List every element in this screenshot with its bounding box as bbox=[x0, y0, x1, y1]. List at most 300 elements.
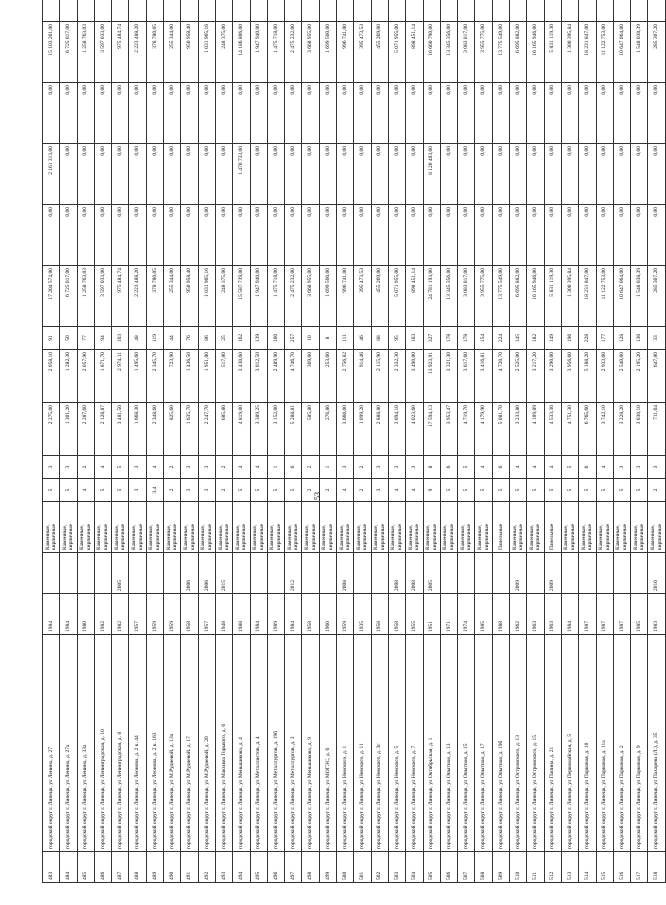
table-row bbox=[648, 0, 665, 883]
table-row bbox=[337, 0, 354, 883]
cell-type: Каменные, кирпичные bbox=[388, 502, 405, 553]
cell-s3: 0,00 bbox=[648, 144, 665, 205]
cell-n: 490 bbox=[164, 852, 181, 883]
cell-a2: 3 617,60 bbox=[458, 350, 475, 403]
cell-y1: 1980 bbox=[77, 594, 94, 635]
cell-addr: городской округ г. Липецк, ул Леонова, д. 2 к. 163 bbox=[146, 635, 163, 852]
cell-s4: 0,00 bbox=[60, 83, 77, 144]
cell-s4: 0,00 bbox=[527, 83, 544, 144]
cell-addr: городской округ г. Липецк, ул Первомайская, д. 5 bbox=[561, 635, 578, 852]
cell-fl: 5 bbox=[561, 479, 578, 502]
cell-s1: 3 083 817,00 bbox=[458, 266, 475, 327]
cell-a1: 3 030,10 bbox=[631, 403, 648, 456]
cell-n: 516 bbox=[613, 852, 630, 883]
cell-s1: 5 071 955,00 bbox=[388, 266, 405, 327]
cell-type: Каменные, кирпичные bbox=[527, 502, 544, 553]
cell-s4: 0,00 bbox=[544, 83, 561, 144]
cell-s4: 0,00 bbox=[94, 83, 111, 144]
cell-u1 bbox=[458, 0, 475, 22]
cell-type: Каменные, кирпичные bbox=[613, 502, 630, 553]
table-row bbox=[596, 0, 613, 883]
cell-y1: 1982 bbox=[94, 594, 111, 635]
cell-s1: 898 451,14 bbox=[406, 266, 423, 327]
cell-s1: 3 668 955,00 bbox=[302, 266, 319, 327]
cell-s4: 0,00 bbox=[198, 83, 215, 144]
cell-type: Каменные, кирпичные bbox=[354, 502, 371, 553]
cell-s2: 0,00 bbox=[129, 205, 146, 266]
cell-y1: 1987 bbox=[613, 594, 630, 635]
cell-s2: 0,00 bbox=[285, 205, 302, 266]
cell-y1: 1960 bbox=[319, 594, 336, 635]
cell-addr: городской округ г. Липецк, ул Парковая, д. 9 bbox=[631, 635, 648, 852]
cell-en: 4 bbox=[544, 456, 561, 479]
cell-s2: 0,00 bbox=[181, 205, 198, 266]
cell-addr: городской округ г. Липецк, ул МОГЭС, д. 6 bbox=[319, 635, 336, 852]
cell-en: 4 bbox=[94, 456, 111, 479]
cell-addr: городской округ г. Липецк, ул Опытная, д. 13 bbox=[440, 635, 457, 852]
cell-y1: 1988 bbox=[492, 594, 509, 635]
cell-a2: 3 321,30 bbox=[440, 350, 457, 403]
cell-s4: 0,00 bbox=[458, 83, 475, 144]
cell-s4: 0,00 bbox=[579, 83, 596, 144]
cell-s5: 455 269,00 bbox=[371, 22, 388, 83]
cell-s5: 285 307,20 bbox=[648, 22, 665, 83]
cell-y1: 1959 bbox=[164, 594, 181, 635]
cell-a1: 4 751,30 bbox=[561, 403, 578, 456]
cell-s5: 14 186 806,00 bbox=[233, 22, 250, 83]
cell-en: 3 bbox=[406, 456, 423, 479]
cell-a1: 685,80 bbox=[215, 403, 232, 456]
cell-y1: 1962 bbox=[510, 594, 527, 635]
cell-y2 bbox=[458, 553, 475, 594]
cell-u1 bbox=[164, 0, 181, 22]
cell-addr: городской округ г. Липецк, ул Ленинградская, д. 8 bbox=[112, 635, 129, 852]
cell-fl: 5 bbox=[94, 479, 111, 502]
cell-s2: 0,00 bbox=[60, 205, 77, 266]
cell-n: 518 bbox=[648, 852, 665, 883]
cell-type: Каменные, кирпичные bbox=[250, 502, 267, 553]
cell-p: 177 bbox=[596, 327, 613, 350]
cell-type: Каменные, кирпичные bbox=[181, 502, 198, 553]
cell-s2: 0,00 bbox=[267, 205, 284, 266]
cell-s2: 0,00 bbox=[94, 205, 111, 266]
cell-u1 bbox=[579, 0, 596, 22]
cell-s1: 395 473,53 bbox=[354, 266, 371, 327]
cell-p: 182 bbox=[527, 327, 544, 350]
cell-s5: 1 548 038,39 bbox=[631, 22, 648, 83]
cell-fl: 5 bbox=[475, 479, 492, 502]
cell-s3: 0,00 bbox=[371, 144, 388, 205]
cell-y1: 1958 bbox=[181, 594, 198, 635]
cell-n: 511 bbox=[527, 852, 544, 883]
cell-type: Каменные, кирпичные bbox=[146, 502, 163, 553]
cell-s5: 1 031 965,16 bbox=[198, 22, 215, 83]
cell-u1 bbox=[94, 0, 111, 22]
cell-s2: 0,00 bbox=[77, 205, 94, 266]
cell-addr: городской округ г. Липецк, ул Опытная, д. 17 bbox=[475, 635, 492, 852]
cell-s5: 5 071 955,00 bbox=[388, 22, 405, 83]
cell-y2 bbox=[129, 553, 146, 594]
cell-a2: 2 933,60 bbox=[596, 350, 613, 403]
cell-en: 4 bbox=[475, 456, 492, 479]
cell-a2: 3 430,60 bbox=[233, 350, 250, 403]
cell-u1 bbox=[146, 0, 163, 22]
cell-s4: 0,00 bbox=[337, 83, 354, 144]
cell-y2 bbox=[371, 553, 388, 594]
cell-s4: 0,00 bbox=[43, 83, 60, 144]
cell-a2: 1 282,30 bbox=[60, 350, 77, 403]
cell-a2: 647,80 bbox=[648, 350, 665, 403]
cell-u1 bbox=[388, 0, 405, 22]
cell-n: 517 bbox=[631, 852, 648, 883]
cell-s4: 0,00 bbox=[267, 83, 284, 144]
cell-s1: 13 345 356,00 bbox=[440, 266, 457, 327]
cell-u1 bbox=[215, 0, 232, 22]
cell-s2: 0,00 bbox=[613, 205, 630, 266]
cell-y2 bbox=[267, 553, 284, 594]
cell-s5: 10 647 064,00 bbox=[613, 22, 630, 83]
cell-addr: городской округ г. Липецк, ул М.Рудневой, д. 13а bbox=[164, 635, 181, 852]
cell-y2 bbox=[94, 553, 111, 594]
cell-en: 4 bbox=[527, 456, 544, 479]
cell-y2 bbox=[354, 553, 371, 594]
cell-type: Каменные, кирпичные bbox=[440, 502, 457, 553]
cell-n: 485 bbox=[77, 852, 94, 883]
cell-y2: 2006 bbox=[181, 553, 198, 594]
cell-u1 bbox=[285, 0, 302, 22]
cell-u1 bbox=[337, 0, 354, 22]
cell-s3: 0,00 bbox=[164, 144, 181, 205]
cell-n: 513 bbox=[561, 852, 578, 883]
cell-s2: 0,00 bbox=[648, 205, 665, 266]
cell-a2: 1 436,50 bbox=[181, 350, 198, 403]
cell-y1: 1987 bbox=[579, 594, 596, 635]
cell-s1: 1 300 395,84 bbox=[561, 266, 578, 327]
table-row bbox=[129, 0, 146, 883]
housing-register-table bbox=[42, 0, 666, 883]
cell-fl: 2 bbox=[354, 479, 371, 502]
cell-fl: 2 bbox=[302, 479, 319, 502]
cell-a1: 2 287,60 bbox=[77, 403, 94, 456]
cell-s2: 0,00 bbox=[579, 205, 596, 266]
cell-p: 196 bbox=[561, 327, 578, 350]
cell-u1 bbox=[561, 0, 578, 22]
cell-s3: 0,00 bbox=[458, 144, 475, 205]
cell-n: 488 bbox=[129, 852, 146, 883]
table-row bbox=[475, 0, 492, 883]
cell-n: 502 bbox=[371, 852, 388, 883]
cell-p: 178 bbox=[458, 327, 475, 350]
cell-s3: 0,00 bbox=[337, 144, 354, 205]
table-row bbox=[198, 0, 215, 883]
cell-s3: 0,00 bbox=[267, 144, 284, 205]
cell-en: 4 bbox=[250, 456, 267, 479]
cell-s2: 0,00 bbox=[631, 205, 648, 266]
cell-p: 10 bbox=[302, 327, 319, 350]
cell-s4: 0,00 bbox=[233, 83, 250, 144]
cell-u1 bbox=[112, 0, 129, 22]
cell-s3: 0,00 bbox=[475, 144, 492, 205]
cell-en: 3 bbox=[613, 456, 630, 479]
cell-s5: 6 695 882,00 bbox=[510, 22, 527, 83]
cell-a1: 3 953,47 bbox=[440, 403, 457, 456]
cell-s2: 0,00 bbox=[302, 205, 319, 266]
cell-y2: 2008 bbox=[406, 553, 423, 594]
cell-s4: 0,00 bbox=[475, 83, 492, 144]
cell-type: Каменные, кирпичные bbox=[406, 502, 423, 553]
cell-a2: 3 490,00 bbox=[406, 350, 423, 403]
cell-en: 6 bbox=[492, 456, 509, 479]
cell-addr: городской округ г. Липецк, ул Ленина, д. 33а bbox=[77, 635, 94, 852]
table-row bbox=[406, 0, 423, 883]
table-body bbox=[43, 0, 666, 883]
cell-a1: 585,80 bbox=[302, 403, 319, 456]
cell-y1: 1982 bbox=[112, 594, 129, 635]
cell-a2: 253,60 bbox=[319, 350, 336, 403]
cell-s5: 6 725 017,00 bbox=[60, 22, 77, 83]
cell-s1: 1 947 940,00 bbox=[250, 266, 267, 327]
cell-n: 512 bbox=[544, 852, 561, 883]
cell-type: Каменные, кирпичные bbox=[631, 502, 648, 553]
cell-y2: 2009 bbox=[544, 553, 561, 594]
cell-p: 94 bbox=[94, 327, 111, 350]
cell-addr: городской округ г. Липецк, ул Леонова, д. 2 к. 44 bbox=[129, 635, 146, 852]
cell-s2: 0,00 bbox=[112, 205, 129, 266]
cell-addr: городской округ г. Липецк, ул Островского, д. 15 bbox=[527, 635, 544, 852]
cell-p: 130 bbox=[631, 327, 648, 350]
cell-u1 bbox=[371, 0, 388, 22]
cell-fl: 5 bbox=[458, 479, 475, 502]
cell-s2: 0,00 bbox=[544, 205, 561, 266]
cell-fl: 5 bbox=[510, 479, 527, 502]
cell-y1: 1989 bbox=[267, 594, 284, 635]
cell-s2: 0,00 bbox=[527, 205, 544, 266]
cell-s2: 0,00 bbox=[510, 205, 527, 266]
cell-s3: 0,00 bbox=[319, 144, 336, 205]
cell-n: 507 bbox=[458, 852, 475, 883]
cell-p: 46 bbox=[354, 327, 371, 350]
cell-s1: 975 484,74 bbox=[112, 266, 129, 327]
cell-addr: городской округ г. Липецк, ул Парковая, д. 11а bbox=[596, 635, 613, 852]
cell-addr: городской округ г. Липецк, ул Металлургов, д. 3 bbox=[285, 635, 302, 852]
table-row bbox=[613, 0, 630, 883]
cell-p: 44 bbox=[164, 327, 181, 350]
cell-s1: 17 204 574,00 bbox=[43, 266, 60, 327]
cell-s1: 13 775 549,00 bbox=[492, 266, 509, 327]
cell-s5: 11 122 753,00 bbox=[596, 22, 613, 83]
cell-a1: 3 660,00 bbox=[337, 403, 354, 456]
cell-n: 484 bbox=[60, 852, 77, 883]
cell-y1: 1985 bbox=[475, 594, 492, 635]
cell-en: 2 bbox=[215, 456, 232, 479]
cell-n: 509 bbox=[492, 852, 509, 883]
cell-s4: 0,00 bbox=[406, 83, 423, 144]
cell-n: 499 bbox=[319, 852, 336, 883]
cell-s3: 0,00 bbox=[561, 144, 578, 205]
cell-addr: городской округ г. Липецк, ул Меньшикова, д. 4 bbox=[233, 635, 250, 852]
cell-s3: 0,00 bbox=[146, 144, 163, 205]
cell-s4: 0,00 bbox=[596, 83, 613, 144]
cell-en: 3 bbox=[198, 456, 215, 479]
cell-y2: 2005 bbox=[423, 553, 440, 594]
cell-a1: 3 233,80 bbox=[510, 403, 527, 456]
cell-a1: 6 765,60 bbox=[579, 403, 596, 456]
table-row bbox=[302, 0, 319, 883]
cell-s1: 16 165 946,00 bbox=[527, 266, 544, 327]
cell-s5: 2 223 488,20 bbox=[129, 22, 146, 83]
cell-y1: 1984 bbox=[285, 594, 302, 635]
cell-a1: 4 533,30 bbox=[544, 403, 561, 456]
cell-en: 6 bbox=[579, 456, 596, 479]
cell-type: Панельные bbox=[492, 502, 509, 553]
cell-s2: 0,00 bbox=[319, 205, 336, 266]
cell-s1: 2 223 488,20 bbox=[129, 266, 146, 327]
cell-s1: 3 597 033,00 bbox=[94, 266, 111, 327]
cell-u1 bbox=[423, 0, 440, 22]
cell-s5: 1 699 560,00 bbox=[319, 22, 336, 83]
cell-p: 88 bbox=[371, 327, 388, 350]
cell-s5: 16 165 946,00 bbox=[527, 22, 544, 83]
cell-s3: 0,00 bbox=[129, 144, 146, 205]
cell-a1: 2 275,00 bbox=[43, 403, 60, 456]
cell-fl: 2 bbox=[164, 479, 181, 502]
cell-y1: 1935 bbox=[354, 594, 371, 635]
cell-s1: 248 375,00 bbox=[215, 266, 232, 327]
cell-u1 bbox=[527, 0, 544, 22]
cell-s1: 378 780,05 bbox=[146, 266, 163, 327]
cell-y2: 2006 bbox=[198, 553, 215, 594]
cell-p: 178 bbox=[440, 327, 457, 350]
cell-a1: 3 742,10 bbox=[596, 403, 613, 456]
cell-s1: 5 831 119,30 bbox=[544, 266, 561, 327]
cell-en: 3 bbox=[181, 456, 198, 479]
cell-type: Каменные, кирпичные bbox=[596, 502, 613, 553]
cell-s1: 1 548 038,39 bbox=[631, 266, 648, 327]
cell-a2: 2 525,00 bbox=[510, 350, 527, 403]
table-row bbox=[319, 0, 336, 883]
cell-type: Каменные, кирпичные bbox=[267, 502, 284, 553]
table-row bbox=[112, 0, 129, 883]
cell-y1: 1963 bbox=[544, 594, 561, 635]
cell-s2: 0,00 bbox=[561, 205, 578, 266]
cell-y2: 2008 bbox=[388, 553, 405, 594]
cell-s5: 5 831 119,30 bbox=[544, 22, 561, 83]
cell-a2: 2 058,10 bbox=[43, 350, 60, 403]
cell-s4: 0,00 bbox=[631, 83, 648, 144]
cell-n: 487 bbox=[112, 852, 129, 883]
cell-s1: 24 781 193,00 bbox=[423, 266, 440, 327]
cell-s5: 3 955 775,00 bbox=[475, 22, 492, 83]
cell-fl: 5 bbox=[233, 479, 250, 502]
cell-s1: 6 725 017,00 bbox=[60, 266, 77, 327]
cell-n: 501 bbox=[354, 852, 371, 883]
table-row bbox=[146, 0, 163, 883]
cell-n: 510 bbox=[510, 852, 527, 883]
cell-a2: 13 923,91 bbox=[423, 350, 440, 403]
cell-n: 497 bbox=[285, 852, 302, 883]
cell-s5: 1 475 718,00 bbox=[267, 22, 284, 83]
cell-a1: 2 128,87 bbox=[94, 403, 111, 456]
cell-a2: 3 290,00 bbox=[544, 350, 561, 403]
cell-fl: 5 bbox=[579, 479, 596, 502]
cell-u1 bbox=[60, 0, 77, 22]
cell-n: 491 bbox=[181, 852, 198, 883]
table-row bbox=[440, 0, 457, 883]
cell-y1: 1963 bbox=[527, 594, 544, 635]
cell-y2 bbox=[250, 553, 267, 594]
cell-s3: 0,00 bbox=[406, 144, 423, 205]
cell-s5: 975 484,74 bbox=[112, 22, 129, 83]
cell-fl: 5 bbox=[250, 479, 267, 502]
cell-type: Каменные, кирпичные bbox=[198, 502, 215, 553]
table-row bbox=[631, 0, 648, 883]
cell-s2: 0,00 bbox=[215, 205, 232, 266]
cell-s3: 0,00 bbox=[527, 144, 544, 205]
cell-n: 506 bbox=[440, 852, 457, 883]
cell-type: Каменные, кирпичные bbox=[233, 502, 250, 553]
cell-y1: 1955 bbox=[406, 594, 423, 635]
cell-u1 bbox=[510, 0, 527, 22]
cell-s3: 0,00 bbox=[596, 144, 613, 205]
cell-a2: 3 416,81 bbox=[475, 350, 492, 403]
cell-y1: 1957 bbox=[198, 594, 215, 635]
cell-a2: 3 217,20 bbox=[527, 350, 544, 403]
table-row bbox=[94, 0, 111, 883]
cell-n: 489 bbox=[146, 852, 163, 883]
cell-p: 8 bbox=[319, 327, 336, 350]
cell-n: 492 bbox=[198, 852, 215, 883]
cell-fl: 2 bbox=[319, 479, 336, 502]
cell-type: Каменные, кирпичные bbox=[561, 502, 578, 553]
cell-type: Каменные, кирпичные bbox=[43, 502, 60, 553]
cell-p: 327 bbox=[423, 327, 440, 350]
cell-a2: 2 195,20 bbox=[631, 350, 648, 403]
cell-s1: 1 699 560,00 bbox=[319, 266, 336, 327]
cell-y1: 1951 bbox=[423, 594, 440, 635]
cell-s1: 950 958,40 bbox=[181, 266, 198, 327]
cell-s1: 10 647 064,00 bbox=[613, 266, 630, 327]
cell-s5: 15 103 261,00 bbox=[43, 22, 60, 83]
cell-s5: 255 344,00 bbox=[164, 22, 181, 83]
cell-u1 bbox=[354, 0, 371, 22]
cell-en: 5 bbox=[458, 456, 475, 479]
cell-fl: 4 bbox=[406, 479, 423, 502]
cell-type: Каменные, кирпичные bbox=[579, 502, 596, 553]
cell-y1: 1985 bbox=[631, 594, 648, 635]
register-table-sheet bbox=[42, 24, 663, 883]
cell-fl: 5 bbox=[544, 479, 561, 502]
cell-u1 bbox=[302, 0, 319, 22]
table-row bbox=[181, 0, 198, 883]
cell-s3: 0,00 bbox=[544, 144, 561, 205]
cell-s5: 13 775 549,00 bbox=[492, 22, 509, 83]
cell-en: 6 bbox=[440, 456, 457, 479]
cell-y2 bbox=[302, 553, 319, 594]
cell-en: 3 bbox=[371, 456, 388, 479]
table-row bbox=[544, 0, 561, 883]
cell-fl: 4 bbox=[388, 479, 405, 502]
cell-y1: 1957 bbox=[129, 594, 146, 635]
cell-s1: 455 269,00 bbox=[371, 266, 388, 327]
cell-y1: 1959 bbox=[146, 594, 163, 635]
cell-p: 33 bbox=[648, 327, 665, 350]
cell-s3: 0,00 bbox=[94, 144, 111, 205]
cell-addr: городской округ г. Липецк, ул Опытная, д. 19б bbox=[492, 635, 509, 852]
cell-y2: 2008 bbox=[337, 553, 354, 594]
cell-en: 3 bbox=[631, 456, 648, 479]
cell-s3: 0,00 bbox=[250, 144, 267, 205]
cell-s1: 2 475 232,00 bbox=[285, 266, 302, 327]
